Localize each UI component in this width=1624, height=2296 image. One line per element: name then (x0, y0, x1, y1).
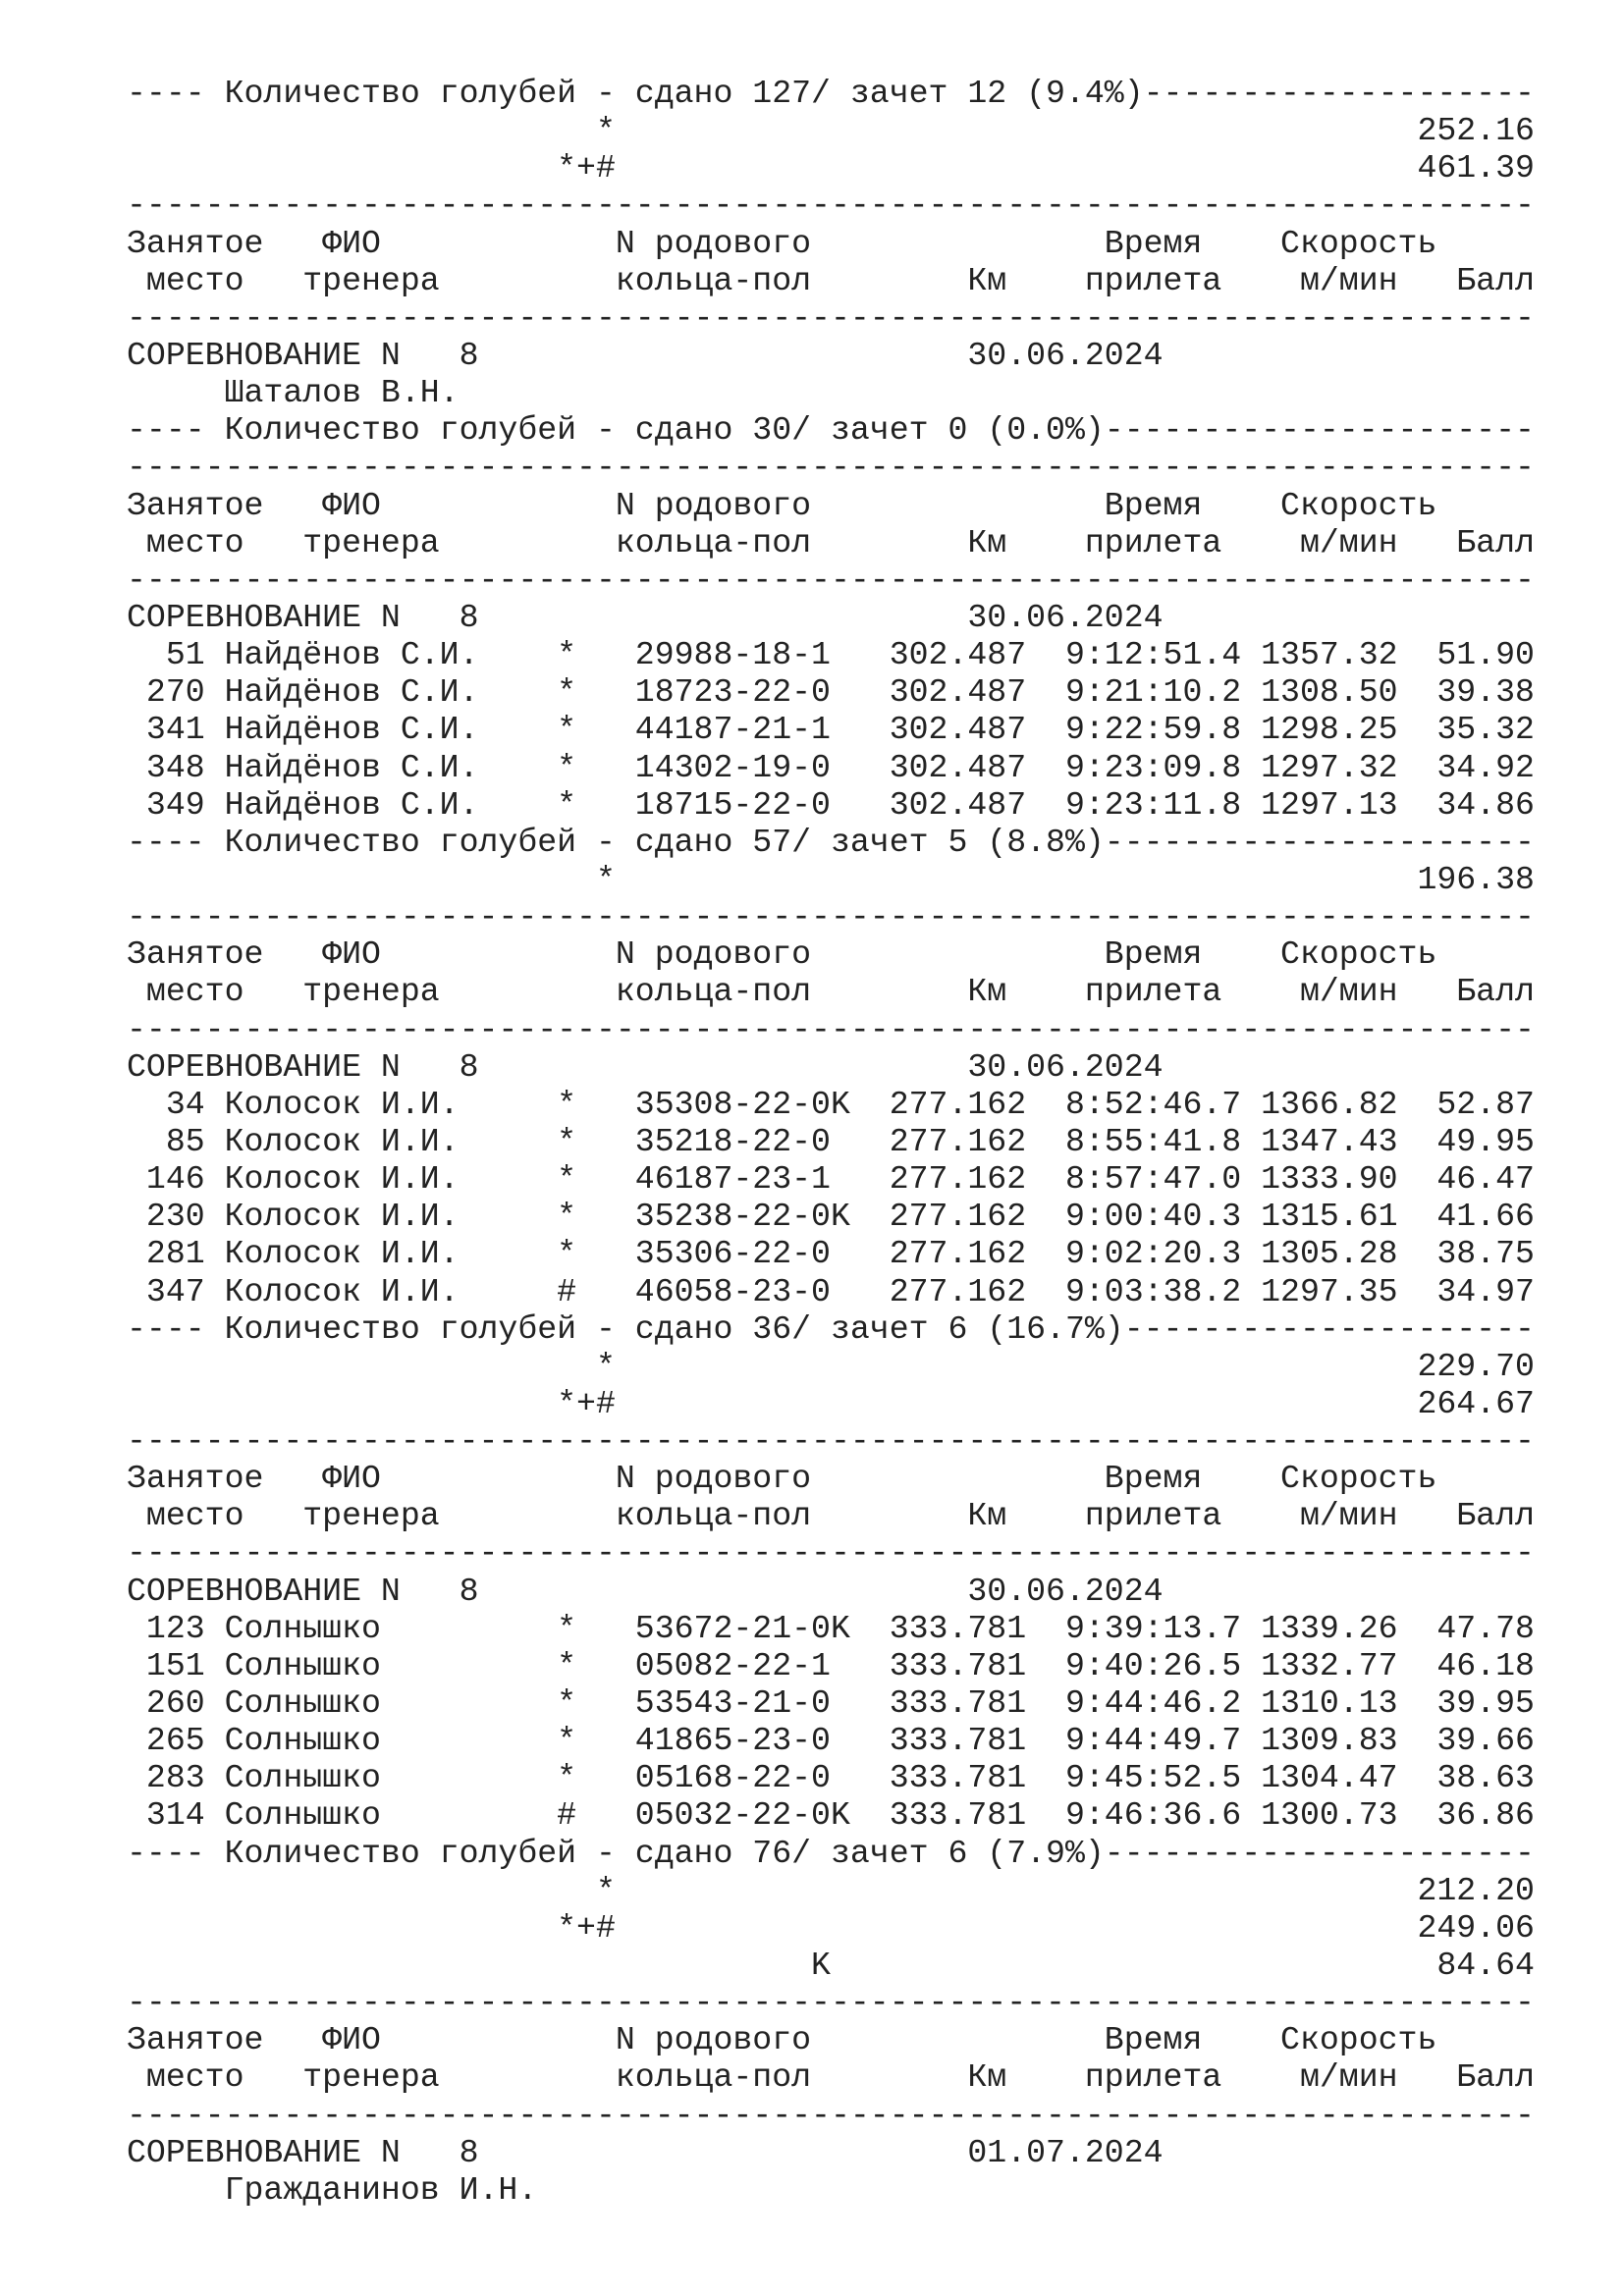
document-line: 281 Колосок И.И. * 35306-22-0 277.162 9:02:20.3 1305.28 38.75 (127, 1235, 1535, 1273)
document-line: * 252.16 (127, 112, 1535, 150)
document-line: ---- Количество голубей - сдано 30/ зачет 0 (0.0%)---------------------- (127, 411, 1535, 450)
document-line: 283 Солнышко * 05168-22-0 333.781 9:45:52.5 1304.47 38.63 (127, 1759, 1535, 1797)
document-line: 34 Колосок И.И. * 35308-22-0K 277.162 8:52:46.7 1366.82 52.87 (127, 1085, 1535, 1123)
document-line: * 229.70 (127, 1347, 1535, 1385)
document-line: СОРЕВНОВАНИЕ N 8 01.07.2024 (127, 2133, 1164, 2171)
document-line: место тренера кольца-пол Км прилета м/мин Балл (127, 2058, 1535, 2097)
document-line: ------------------------------------------------------------------------ (127, 449, 1535, 487)
document-line: 270 Найдёнов С.И. * 18723-22-0 302.487 9:21:10.2 1308.50 39.38 (127, 673, 1535, 712)
document-line: ------------------------------------------------------------------------ (127, 298, 1535, 337)
document-line: ---- Количество голубей - сдано 36/ зачет 6 (16.7%)--------------------- (127, 1309, 1535, 1348)
document-line: 349 Найдёнов С.И. * 18715-22-0 302.487 9:23:11.8 1297.13 34.86 (127, 785, 1535, 824)
document-line: Занятое ФИО N родового Время Скорость (127, 224, 1535, 262)
document-line: *+# 249.06 (127, 1908, 1535, 1947)
document-line: место тренера кольца-пол Км прилета м/мин Балл (127, 523, 1535, 561)
document-line: СОРЕВНОВАНИЕ N 8 30.06.2024 (127, 1047, 1164, 1086)
document-line: ------------------------------------------------------------------------ (127, 561, 1535, 599)
document-line: место тренера кольца-пол Км прилета м/мин Балл (127, 973, 1535, 1011)
document-line: Занятое ФИО N родового Время Скорость (127, 1460, 1535, 1498)
document-line: ------------------------------------------------------------------------ (127, 1984, 1535, 2022)
document-line: 123 Солнышко * 53672-21-0K 333.781 9:39:13.7 1339.26 47.78 (127, 1609, 1535, 1647)
document-line: ------------------------------------------------------------------------ (127, 1422, 1535, 1461)
document-line: 348 Найдёнов С.И. * 14302-19-0 302.487 9:23:09.8 1297.32 34.92 (127, 748, 1535, 786)
document-line: 151 Солнышко * 05082-22-1 333.781 9:40:26.5 1332.77 46.18 (127, 1646, 1535, 1684)
document-line: ------------------------------------------------------------------------ (127, 2096, 1535, 2134)
document-line: 51 Найдёнов С.И. * 29988-18-1 302.487 9:12:51.4 1357.32 51.90 (127, 636, 1535, 674)
document-line: Гражданинов И.Н. (127, 2170, 538, 2209)
document-line: * 212.20 (127, 1871, 1535, 1909)
document-line: Занятое ФИО N родового Время Скорость (127, 935, 1535, 974)
document-line: * 196.38 (127, 860, 1535, 898)
document-line: СОРЕВНОВАНИЕ N 8 30.06.2024 (127, 1572, 1164, 1610)
document-line: 230 Колосок И.И. * 35238-22-0K 277.162 9:00:40.3 1315.61 41.66 (127, 1198, 1535, 1236)
document-line: СОРЕВНОВАНИЕ N 8 30.06.2024 (127, 598, 1164, 636)
document-line: 260 Солнышко * 53543-21-0 333.781 9:44:46.2 1310.13 39.95 (127, 1684, 1535, 1723)
document-line: ------------------------------------------------------------------------ (127, 1010, 1535, 1048)
document-line: ---- Количество голубей - сдано 57/ зачет 5 (8.8%)---------------------- (127, 823, 1535, 861)
document-line: 85 Колосок И.И. * 35218-22-0 277.162 8:55:41.8 1347.43 49.95 (127, 1122, 1535, 1160)
document-line: ------------------------------------------------------------------------ (127, 187, 1535, 225)
document-line: ---- Количество голубей - сдано 76/ зачет 6 (7.9%)---------------------- (127, 1834, 1535, 1872)
document-line: 265 Солнышко * 41865-23-0 333.781 9:44:49.7 1309.83 39.66 (127, 1722, 1535, 1760)
document-line: ------------------------------------------------------------------------ (127, 1534, 1535, 1573)
document-line: место тренера кольца-пол Км прилета м/мин Балл (127, 1497, 1535, 1535)
document-line: ------------------------------------------------------------------------ (127, 898, 1535, 936)
document-line: Занятое ФИО N родового Время Скорость (127, 486, 1535, 524)
document-line: 314 Солнышко # 05032-22-0K 333.781 9:46:36.6 1300.73 36.86 (127, 1796, 1535, 1835)
document-line: Занятое ФИО N родового Время Скорость (127, 2021, 1535, 2059)
results-printout (127, 75, 1560, 2209)
document-line: 347 Колосок И.И. # 46058-23-0 277.162 9:03:38.2 1297.35 34.97 (127, 1272, 1535, 1310)
document-line: *+# 461.39 (127, 149, 1535, 187)
document-line: СОРЕВНОВАНИЕ N 8 30.06.2024 (127, 336, 1164, 374)
document-line: Шаталов В.Н. (127, 374, 460, 412)
document-line: ---- Количество голубей - сдано 127/ зачет 12 (9.4%)-------------------- (127, 75, 1535, 112)
document-line: 146 Колосок И.И. * 46187-23-1 277.162 8:57:47.0 1333.90 46.47 (127, 1160, 1535, 1199)
document-line: место тренера кольца-пол Км прилета м/мин Балл (127, 261, 1535, 299)
document-line: K 84.64 (127, 1947, 1535, 1985)
document-line: *+# 264.67 (127, 1384, 1535, 1422)
document-line: 341 Найдёнов С.И. * 44187-21-1 302.487 9:22:59.8 1298.25 35.32 (127, 711, 1535, 749)
